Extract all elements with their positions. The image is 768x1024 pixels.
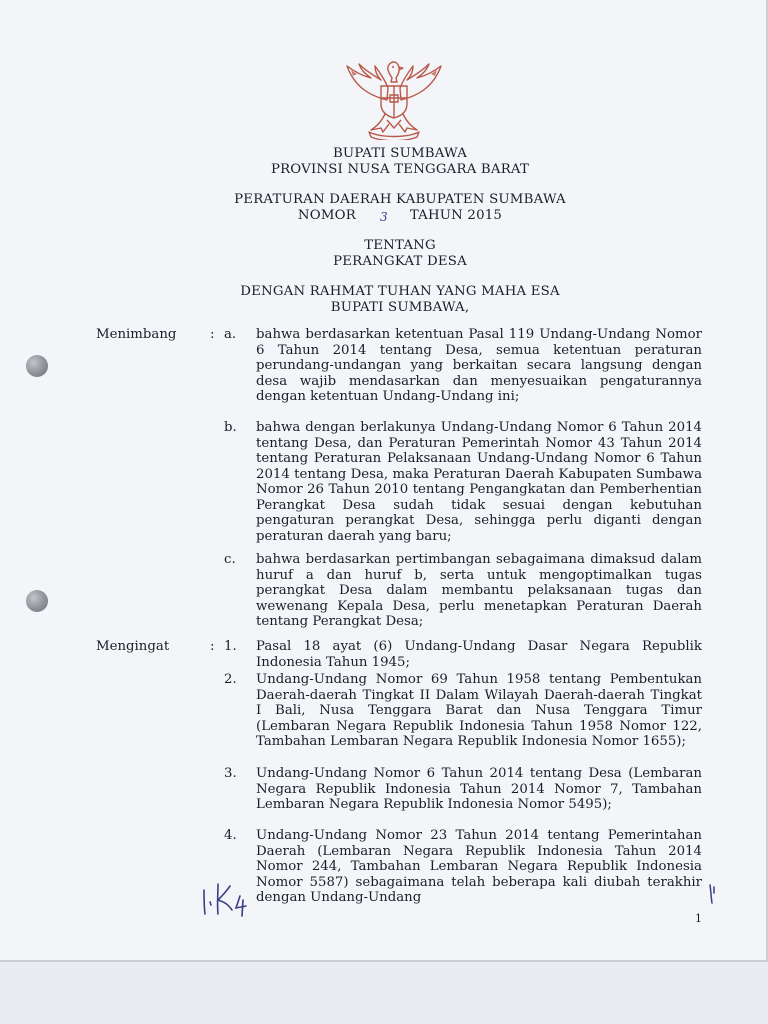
preamble-line-1: DENGAN RAHMAT TUHAN YANG MAHA ESA — [240, 284, 560, 299]
pen-mark-icon — [708, 883, 716, 905]
item-marker: c. — [224, 552, 236, 567]
menimbang-item-c: bahwa berdasarkan pertimbangan sebagaimana dimaksud dalam huruf a dan huruf b, serta untuk mengoptimalkan tugas perangkat Desa dalam membantu pelaksanaan tugas dan wewenang Kepala Desa, perlu menetapkan Peraturan Daerah tentang Perangkat Desa; — [256, 552, 702, 629]
mengingat-item-3: Undang-Undang Nomor 6 Tahun 2014 tentang Desa (Lembaran Negara Republik Indonesia Tahun 2014 Nomor 7, Tambahan Lembaran Negara Republik Indonesia Nomor 5495); — [256, 766, 702, 812]
handwritten-initials-icon — [200, 880, 252, 920]
garuda-emblem-icon — [341, 58, 447, 140]
menimbang-colon: : — [210, 327, 215, 342]
nomor-label: NOMOR — [297, 208, 356, 223]
menimbang-item-b: bahwa dengan berlakunya Undang-Undang Nomor 6 Tahun 2014 tentang Desa, dan Peraturan Pemerintah Nomor 43 Tahun 2014 tentang Peraturan Pelaksanaan Undang-Undang Nomor 6 Tahun 2014 tentang Desa, maka Peraturan Daerah Kabupaten Sumbawa Nomor 26 Tahun 2010 tentang Pengangkatan dan Pemberhentian Perangkat Desa sudah tidak sesuai dengan kebutuhan pengaturan perangkat Desa, sehingga perlu diganti dengan peraturan daerah yang baru; — [256, 420, 702, 544]
subject-title: PERANGKAT DESA — [333, 254, 467, 269]
year-label: TAHUN 2015 — [409, 208, 503, 223]
page-number: 1 — [695, 912, 702, 925]
nomor-value: 3 — [379, 210, 388, 224]
item-marker: 4. — [224, 828, 237, 843]
mengingat-item-4: Undang-Undang Nomor 23 Tahun 2014 tentang Pemerintahan Daerah (Lembaran Negara Republik Indonesia Tahun 2014 Nomor 244, Tambahan Lembaran Negara Republik Indonesia Nomor 5587) sebagaimana telah beberapa kali diubah terakhir dengan Undang-Undang — [256, 828, 702, 905]
regulation-number-line — [0, 208, 768, 223]
punch-hole — [26, 355, 48, 377]
preamble-line-2: BUPATI SUMBAWA, — [330, 300, 470, 315]
item-marker: a. — [224, 327, 237, 342]
regulation-title: PERATURAN DAERAH KABUPATEN SUMBAWA — [234, 192, 566, 207]
item-marker: 1. — [224, 639, 237, 654]
menimbang-item-a: bahwa berdasarkan ketentuan Pasal 119 Undang-Undang Nomor 6 Tahun 2014 tentang Desa, semua ketentuan peraturan perundang-undangan yang berkaitan secara langsung dengan desa wajib mendasarkan dan menyesuaikan pengaturannya dengan ketentuan Undang-Undang ini; — [256, 327, 702, 404]
mengingat-item-2: Undang-Undang Nomor 69 Tahun 1958 tentang Pembentukan Daerah-daerah Tingkat II Dalam Wilayah Daerah-daerah Tingkat I Bali, Nusa Tenggara Barat dan Nusa Tenggara Timur (Lembaran Negara Republik Indonesia Tahun 1958 Nomor 122, Tambahan Lembaran Negara Republik Indonesia Nomor 1655); — [256, 672, 702, 749]
authority-title: BUPATI SUMBAWA — [332, 146, 468, 161]
mengingat-label: Mengingat — [96, 639, 170, 654]
punch-hole — [26, 590, 48, 612]
item-marker: b. — [224, 420, 237, 435]
mengingat-item-1: Pasal 18 ayat (6) Undang-Undang Dasar Negara Republik Indonesia Tahun 1945; — [256, 639, 702, 670]
province-title: PROVINSI NUSA TENGGARA BARAT — [270, 162, 530, 177]
mengingat-colon: : — [210, 639, 215, 654]
menimbang-label: Menimbang — [96, 327, 177, 342]
item-marker: 2. — [224, 672, 237, 687]
item-marker: 3. — [224, 766, 237, 781]
tentang-label: TENTANG — [364, 238, 436, 253]
